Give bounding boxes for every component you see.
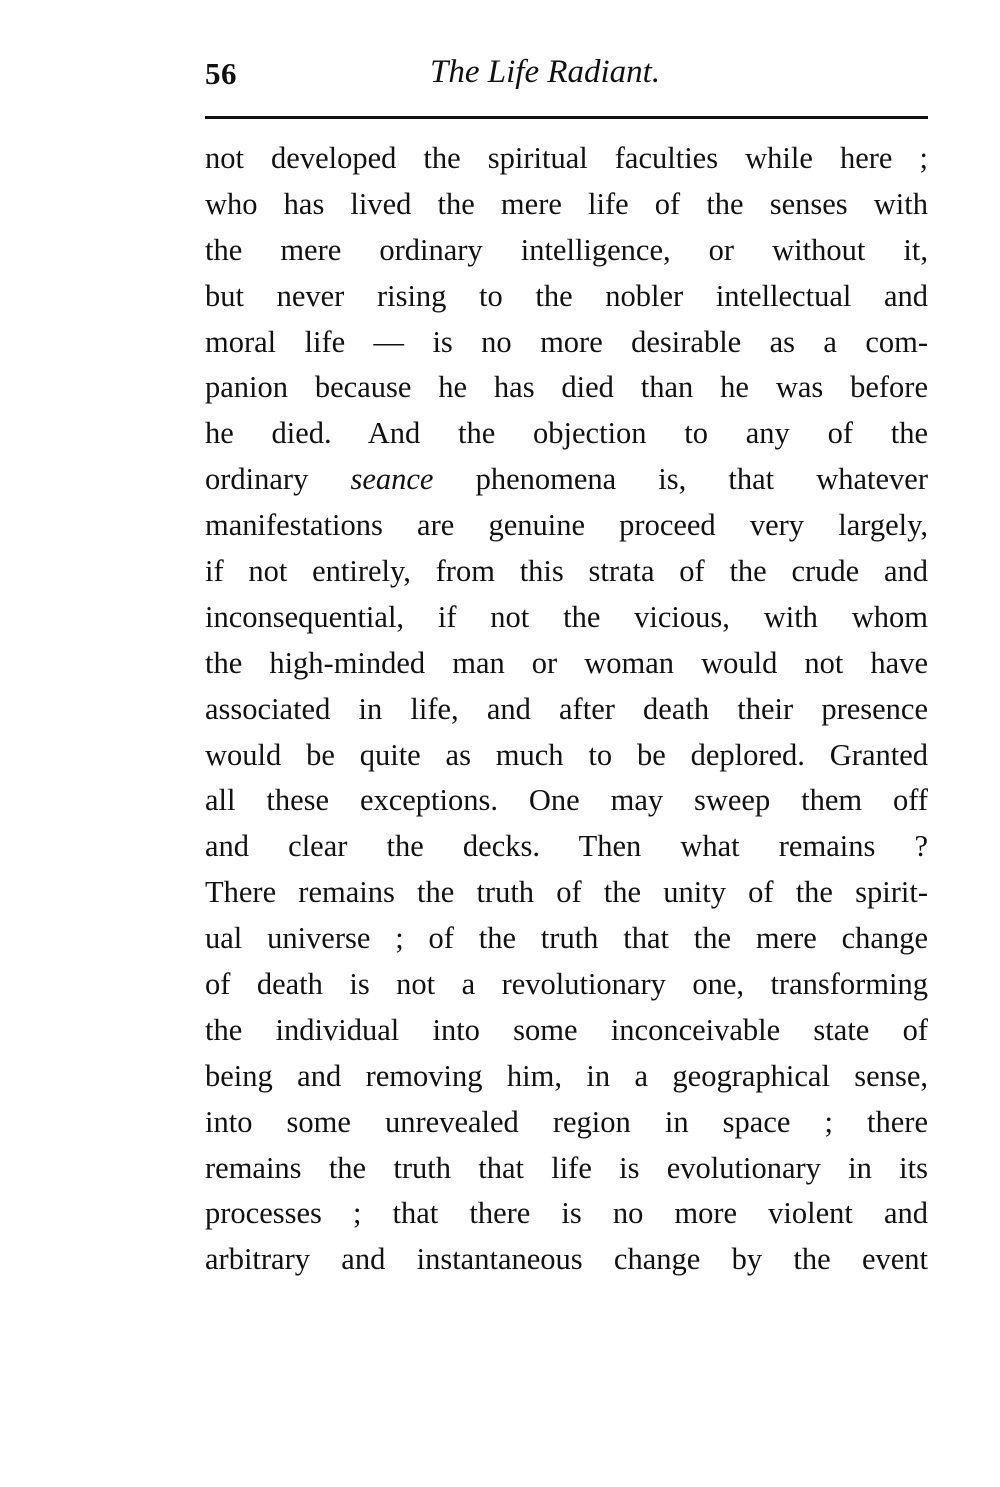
text-line-2: who has lived the mere life of the senses with (205, 186, 928, 221)
text-line-24: processes ; that there is no more violent and (205, 1196, 928, 1231)
text-line-8-end: phenomena is, that whatever (475, 462, 928, 497)
text-line-16: and clear the decks. Then what remains ? (205, 829, 928, 864)
text-line-23: remains the truth that life is evolutionary in its (205, 1150, 928, 1185)
text-line-25: arbitrary and instantaneous change by the event (205, 1242, 928, 1277)
text-line-10: if not entirely, from this strata of the crude and (205, 554, 928, 589)
text-line-20: the individual into some inconceivable state of (205, 1012, 928, 1047)
text-line-6: panion because he has died than he was before (205, 370, 928, 405)
page-number: 56 (205, 56, 237, 91)
text-line-4: but never rising to the nobler intellectual and (205, 278, 928, 313)
text-line-17: There remains the truth of the unity of the spirit- (205, 875, 928, 910)
page-header (205, 50, 928, 98)
text-line-21: being and removing him, in a geographical sense, (205, 1058, 928, 1093)
text-line-7: he died. And the objection to any of the (205, 416, 928, 451)
text-line-5: moral life — is no more desirable as a com- (205, 324, 928, 359)
text-line-18: ual universe ; of the truth that the mere change (205, 921, 928, 956)
text-line-19: of death is not a revolutionary one, transforming (205, 967, 928, 1002)
text-line-13: associated in life, and after death their presence (205, 691, 928, 726)
text-line-15: all these exceptions. One may sweep them off (205, 783, 928, 818)
text-line-1: not developed the spiritual faculties while here ; (205, 141, 928, 175)
text-line-11: inconsequential, if not the vicious, with whom (205, 599, 928, 634)
running-title: The Life Radiant. (430, 54, 661, 90)
text-line-3: the mere ordinary intelligence, or without it, (205, 232, 928, 267)
text-line-22: into some unrevealed region in space ; there (205, 1104, 928, 1139)
text-line-8-start: ordinary (205, 462, 309, 497)
text-line-9: manifestations are genuine proceed very largely, (205, 508, 928, 543)
italic-word-seance: seance (350, 462, 434, 497)
text-line-8 (205, 457, 928, 503)
text-line-12: the high-minded man or woman would not have (205, 645, 928, 680)
text-line-14: would be quite as much to be deplored. Granted (205, 737, 928, 772)
body-text (205, 136, 928, 1283)
header-rule (205, 116, 928, 119)
